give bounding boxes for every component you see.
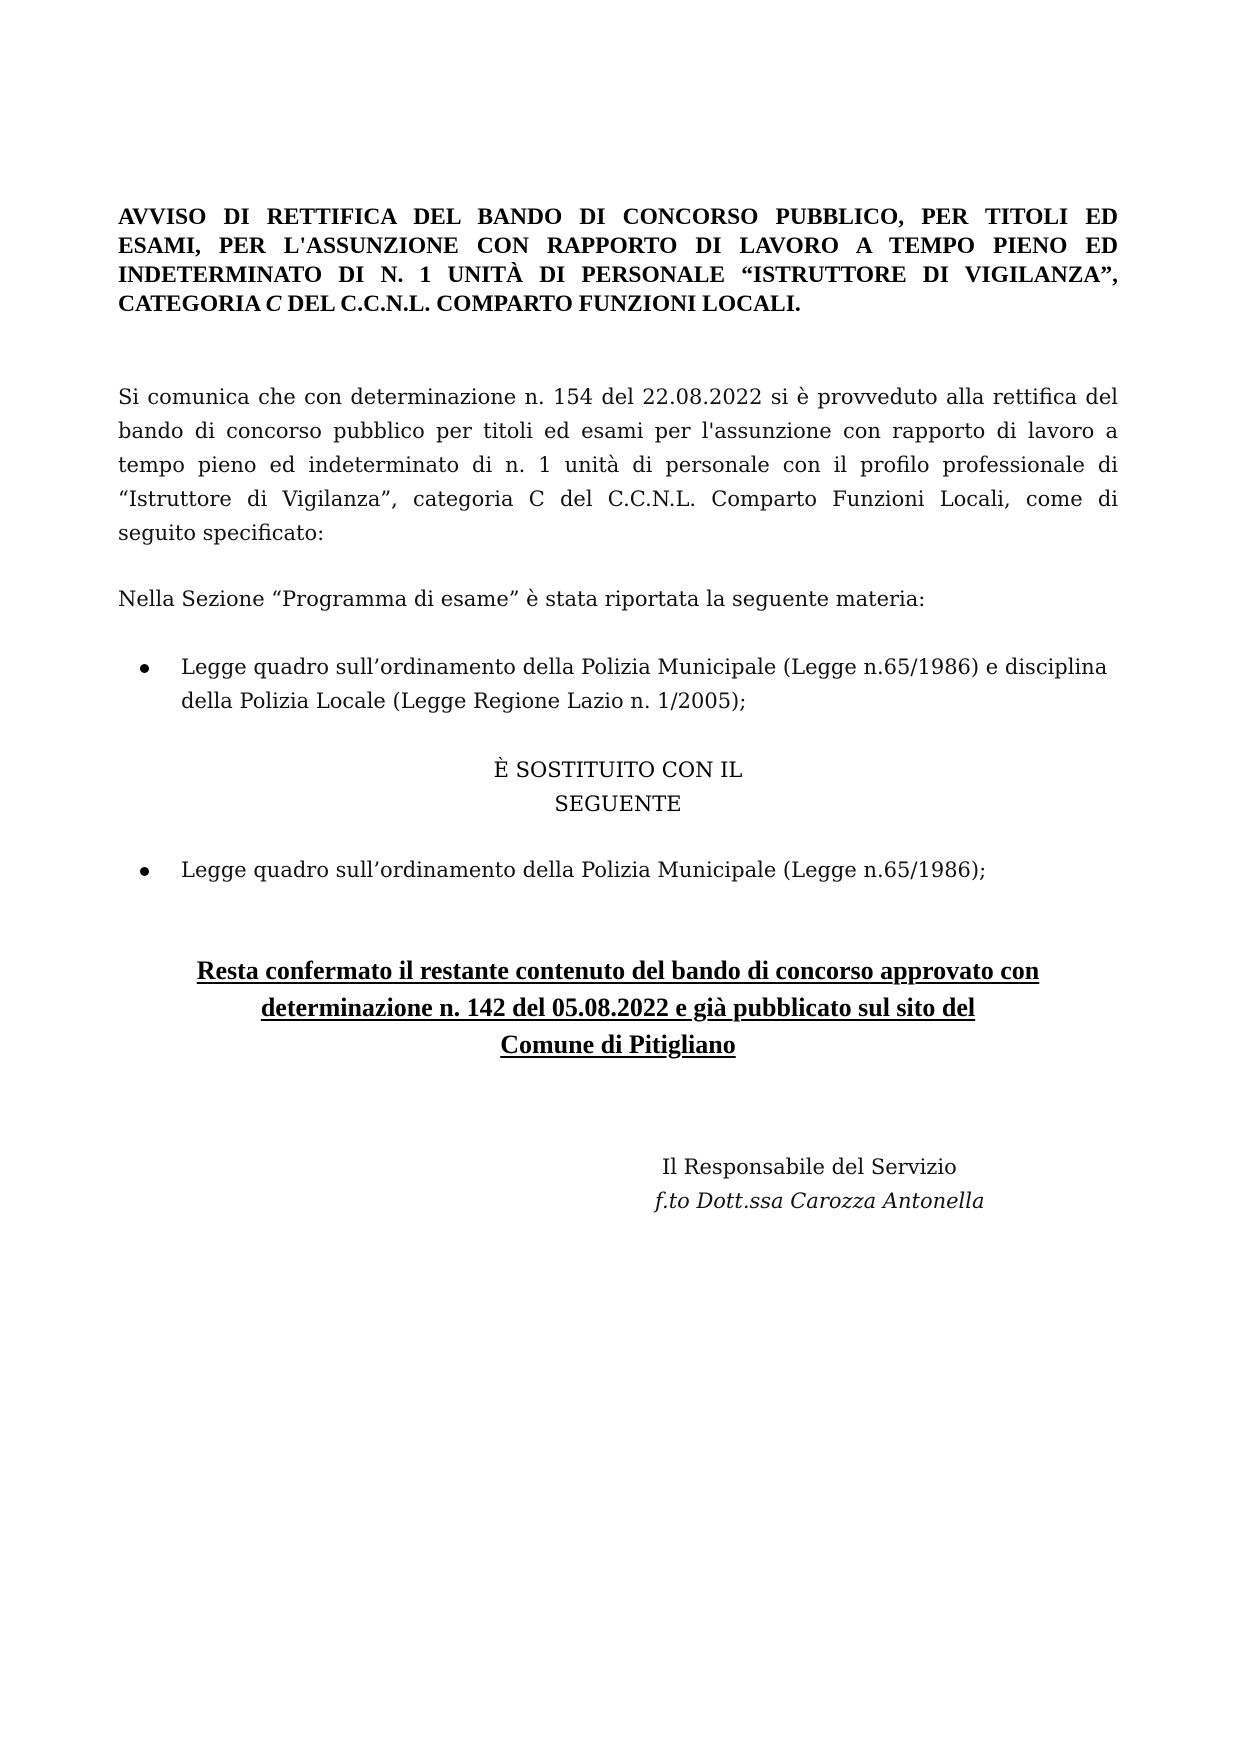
- list-item-text: [181, 650, 1131, 718]
- confirmation-text: Resta confermato il restante contenuto del bando di concorso approvato con: [196, 956, 1040, 985]
- list-item-text: [181, 853, 1131, 887]
- confirmation-statement: [118, 952, 1118, 1063]
- intro-line: seguito specificato:: [118, 521, 325, 545]
- title-last-prefix: CATEGORIA: [118, 291, 266, 317]
- list-item-line: Legge quadro sull’ordinamento della Polizia Municipale (Legge n.65/1986) e disciplina: [181, 655, 1108, 679]
- signature-name: f.to Dott.ssa Carozza Antonella: [655, 1189, 985, 1213]
- list-item-line: Legge quadro sull’ordinamento della Polizia Municipale (Legge n.65/1986);: [181, 858, 987, 882]
- replacement-line: SEGUENTE: [554, 792, 682, 816]
- intro-paragraph: [118, 380, 1118, 550]
- replacement-heading: [118, 753, 1118, 821]
- bullet-icon: [140, 867, 149, 876]
- confirmation-text: Comune di Pitigliano: [500, 1030, 736, 1059]
- confirmation-line: [118, 1026, 1118, 1063]
- title-line: ESAMI, PER L'ASSUNZIONE CON RAPPORTO DI LAVORO A TEMPO PIENO ED: [118, 233, 1118, 259]
- title-last-category: C: [265, 291, 282, 317]
- section-sentence: Nella Sezione “Programma di esame” è stata riportata la seguente materia:: [118, 587, 926, 611]
- bullet-icon: [140, 664, 149, 673]
- confirmation-line: [118, 952, 1118, 989]
- intro-line: bando di concorso pubblico per titoli ed esami per l'assunzione con rapporto di lavoro a: [118, 419, 1118, 443]
- intro-line: “Istruttore di Vigilanza”, categoria C del C.C.N.L. Comparto Funzioni Locali, come di: [118, 487, 1118, 511]
- confirmation-line: [118, 989, 1118, 1026]
- replacement-line: È SOSTITUITO CON IL: [493, 758, 743, 782]
- title-last-suffix: DEL C.C.N.L. COMPARTO FUNZIONI LOCALI.: [281, 291, 801, 317]
- notice-title: [118, 203, 1118, 319]
- signature-role: Il Responsabile del Servizio: [662, 1155, 957, 1179]
- signature-block: [655, 1150, 1115, 1218]
- title-line: INDETERMINATO DI N. 1 UNITÀ DI PERSONALE “ISTRUTTORE DI VIGILANZA”,: [118, 262, 1118, 288]
- title-line-last: [118, 290, 1118, 319]
- confirmation-text: determinazione n. 142 del 05.08.2022 e già pubblicato sul sito del: [260, 993, 976, 1022]
- list-item-line: della Polizia Locale (Legge Regione Lazio n. 1/2005);: [181, 689, 747, 713]
- intro-line: Si comunica che con determinazione n. 154 del 22.08.2022 si è provveduto alla rettifica del: [118, 385, 1118, 409]
- title-line: AVVISO DI RETTIFICA DEL BANDO DI CONCORSO PUBBLICO, PER TITOLI ED: [118, 204, 1118, 230]
- intro-line: tempo pieno ed indeterminato di n. 1 unità di personale con il profilo professionale di: [118, 453, 1118, 477]
